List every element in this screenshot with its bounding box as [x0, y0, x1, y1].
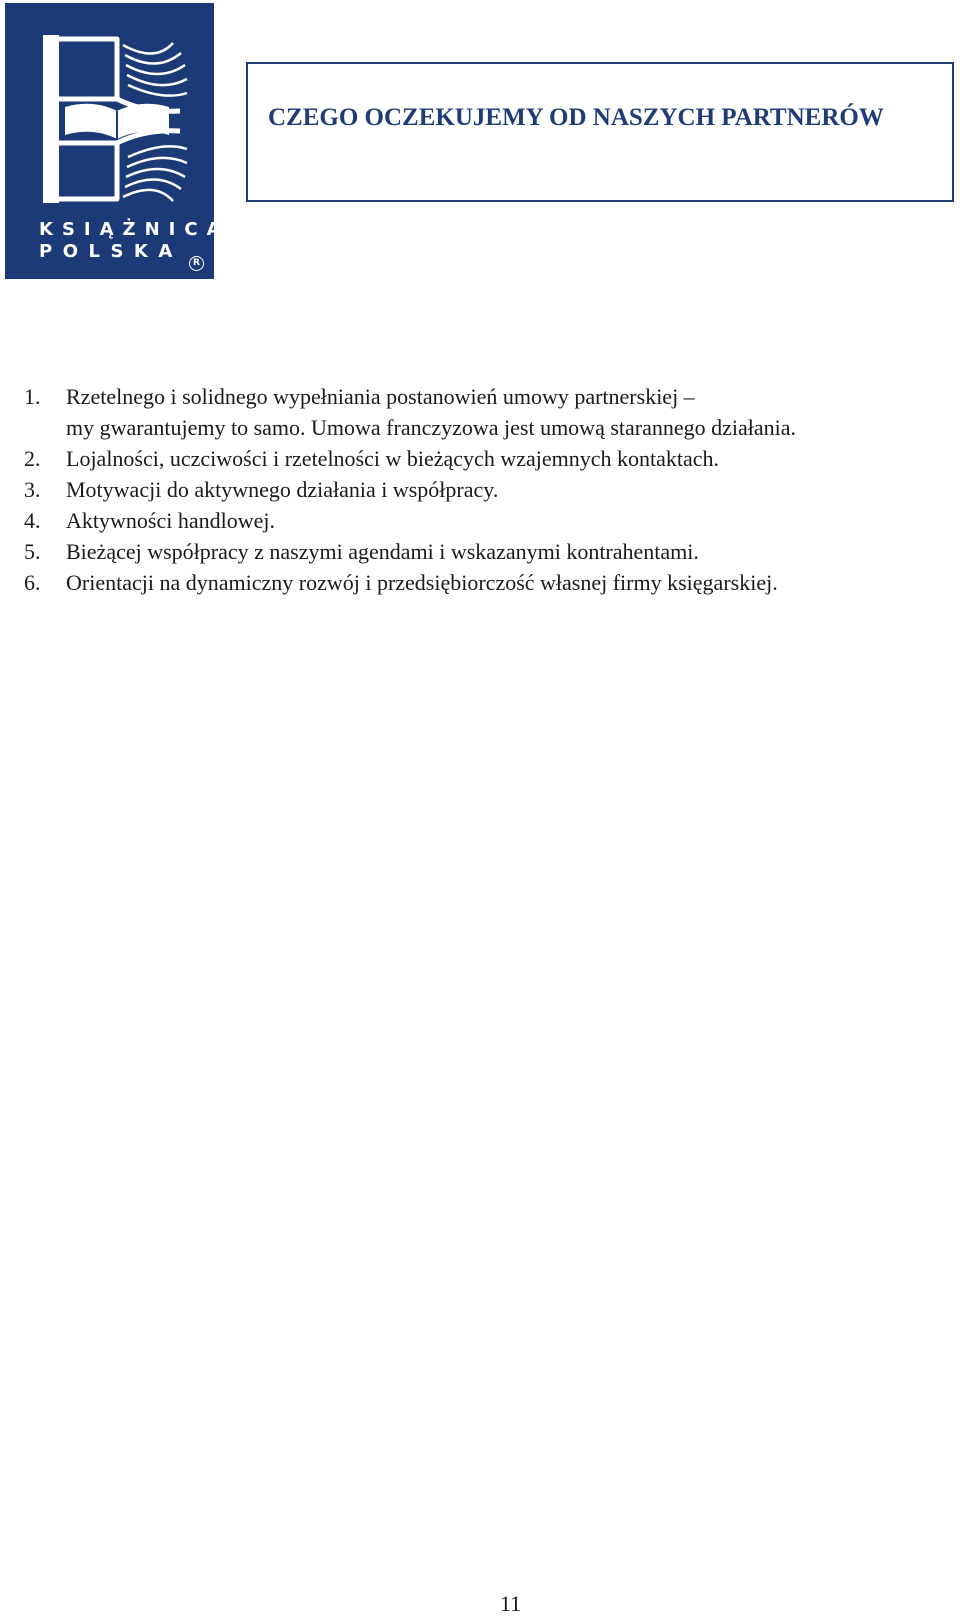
list-item [24, 536, 954, 567]
registered-trademark-icon: R [189, 256, 204, 271]
list-item-text-continued: my gwarantujemy to samo. Umowa franczyzowa jest umową starannego działania. [66, 415, 797, 440]
list-item-number: 3. [24, 477, 41, 502]
list-item [24, 567, 954, 598]
list-item-text: Motywacji do aktywnego działania i współpracy. [66, 477, 499, 502]
list-item-number: 2. [24, 446, 41, 471]
list-item [24, 474, 954, 505]
list-item-text: Lojalności, uczciwości i rzetelności w bieżących wzajemnych kontaktach. [66, 446, 720, 471]
list-item-number: 6. [24, 570, 41, 595]
list-item [24, 443, 954, 474]
expectations-list [24, 381, 954, 598]
list-item-number: 4. [24, 508, 41, 533]
logo-wordmark-line2: POLSKA [39, 241, 183, 262]
list-item-text: Rzetelnego i solidnego wypełniania postanowień umowy partnerskiej – [66, 384, 695, 409]
list-item-text: Orientacji na dynamiczny rozwój i przedsiębiorczość własnej firmy księgarskiej. [66, 570, 778, 595]
list-item [24, 505, 954, 536]
list-item-text: Aktywności handlowej. [66, 508, 275, 533]
page-number: 11 [500, 1591, 522, 1616]
list-item [24, 381, 954, 443]
list-item-text: Bieżącej współpracy z naszymi agendami i wskazanymi kontrahentami. [66, 539, 699, 564]
list-item-number: 5. [24, 539, 41, 564]
logo-wordmark-line1: KSIĄŻNICA [39, 219, 230, 240]
list-item-number: 1. [24, 384, 41, 409]
title-box [246, 62, 954, 202]
page-title: CZEGO OCZEKUJEMY OD NASZYCH PARTNERÓW [268, 104, 884, 131]
ksiaznica-polska-logo [5, 3, 230, 279]
